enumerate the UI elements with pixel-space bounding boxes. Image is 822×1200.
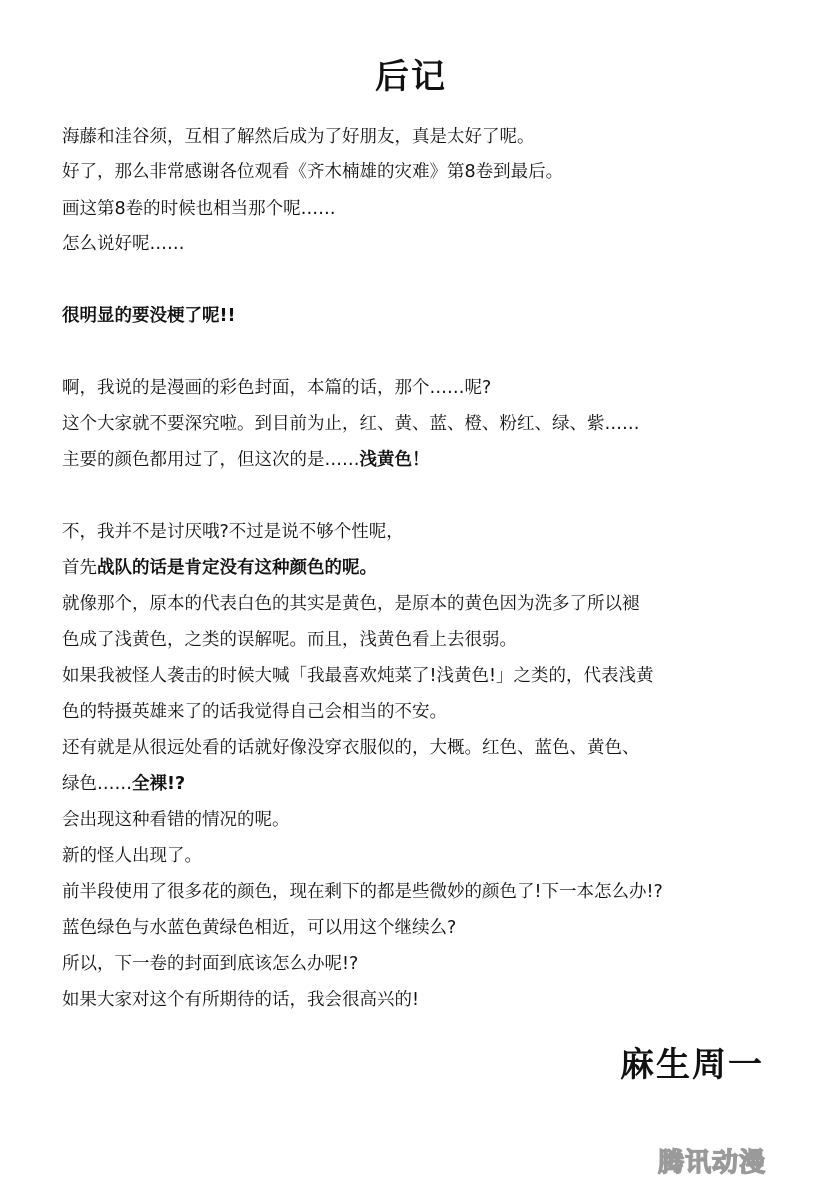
text-line-12: 如果我被怪人袭击的时候大喊「我最喜欢炖菜了!浅黄色!」之类的，代表浅黄	[62, 666, 654, 686]
text-line-7	[62, 447, 430, 473]
emphasis-line-no-ideas: 很明显的要没梗了呢!!	[62, 306, 236, 326]
text-line-16: 会出现这种看错的情况的呢。	[62, 810, 290, 830]
text-line-9-plain: 首先	[62, 558, 97, 578]
text-line-9	[62, 555, 377, 581]
author-signature: 麻生周一	[620, 1045, 764, 1085]
text-line-15	[62, 771, 185, 797]
text-line-17: 新的怪人出现了。	[62, 846, 202, 866]
text-line-19: 蓝色绿色与水蓝色黄绿色相近，可以用这个继续么?	[62, 918, 457, 938]
text-line-6: 这个大家就不要深究啦。到目前为止，红、黄、蓝、橙、粉红、绿、紫……	[62, 414, 640, 434]
text-line-1: 海藤和洼谷须，互相了解然后成为了好朋友，真是太好了呢。	[62, 127, 535, 147]
page-title: 后记	[375, 57, 447, 97]
text-line-13: 色的特摄英雄来了的话我觉得自己会相当的不安。	[62, 702, 447, 722]
text-line-14: 还有就是从很远处看的话就好像没穿衣服似的，大概。红色、蓝色、黄色、	[62, 738, 640, 758]
text-line-10: 就像那个，原本的代表白色的其实是黄色，是原本的黄色因为洗多了所以褪	[62, 594, 640, 614]
text-line-18: 前半段使用了很多花的颜色，现在剩下的都是些微妙的颜色了!下一本怎么办!?	[62, 882, 663, 902]
emphasis-sentai: 战队的话是肯定没有这种颜色的呢。	[97, 558, 377, 578]
emphasis-naked: 全裸!?	[132, 774, 186, 794]
watermark-logo	[650, 1142, 774, 1182]
text-line-11: 色成了浅黄色，之类的误解呢。而且，浅黄色看上去很弱。	[62, 630, 517, 650]
text-line-20: 所以，下一卷的封面到底该怎么办呢!?	[62, 954, 359, 974]
text-line-8: 不，我并不是讨厌哦?不过是说不够个性呢，	[62, 522, 404, 542]
text-line-4: 怎么说好呢……	[62, 234, 185, 254]
text-line-21: 如果大家对这个有所期待的话，我会很高兴的!	[62, 990, 420, 1010]
text-line-15-plain: 绿色……	[62, 774, 132, 794]
text-line-5: 啊，我说的是漫画的彩色封面，本篇的话，那个……呢?	[62, 378, 492, 398]
text-line-2: 好了，那么非常感谢各位观看《齐木楠雄的灾难》第8卷到最后。	[62, 162, 564, 182]
text-line-7-plain: 主要的颜色都用过了，但这次的是……	[62, 450, 360, 470]
watermark-text: 腾讯动漫	[657, 1148, 767, 1178]
text-line-3: 画这第8卷的时候也相当那个呢……	[62, 199, 336, 219]
emphasis-light-yellow: 浅黄色！	[359, 450, 430, 470]
